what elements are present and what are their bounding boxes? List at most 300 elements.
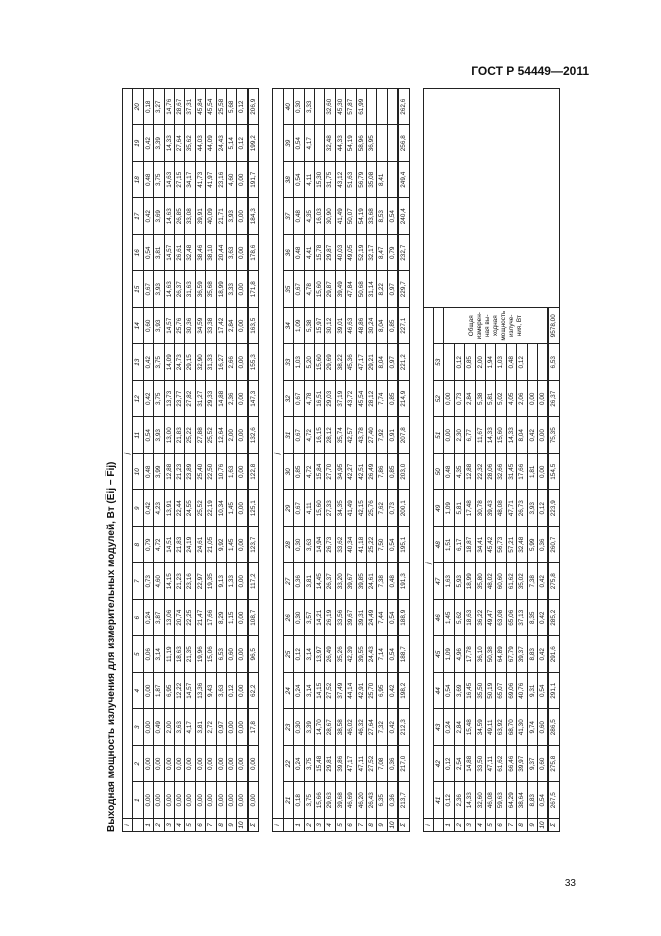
table-cell: 52,19 [356, 235, 366, 272]
table-cell: 0,06 [143, 636, 153, 673]
table-cell: 4,78 [304, 381, 314, 418]
table-cell: 0,54 [143, 235, 153, 272]
table-cell: 1,33 [227, 563, 237, 600]
table-cell: 27,15 [175, 162, 185, 199]
corner-cell [283, 819, 293, 832]
sum-cell: 206,9 [248, 89, 259, 126]
table-cell [387, 89, 398, 126]
table-cell: 13,97 [314, 636, 324, 673]
table-cell: 0,00 [237, 381, 248, 418]
table-cell: 14,09 [164, 344, 174, 381]
sum-cell: 203,0 [398, 454, 409, 491]
table-cell: 23,16 [185, 563, 195, 600]
table-cell: 2,06 [517, 381, 527, 418]
column-header: 10 [133, 454, 143, 491]
table-cell: 54,19 [356, 198, 366, 235]
table-cell: 19,96 [195, 636, 205, 673]
table-cell: 26,19 [325, 600, 335, 637]
row-index: 2 [304, 819, 314, 832]
table-cell: 0,97 [387, 271, 398, 308]
column-header: 39 [283, 125, 293, 162]
table-cell: 0,54 [294, 125, 304, 162]
table-cell: 25,70 [366, 673, 376, 710]
table-cell: 3,63 [175, 709, 185, 746]
table-cell: 22,50 [206, 454, 216, 491]
sum-cell: 188,7 [398, 636, 409, 673]
table-cell: 26,61 [175, 235, 185, 272]
table-cell: 1,94 [486, 344, 496, 381]
column-header: 3 [133, 709, 143, 746]
table-cell: 14,57 [164, 235, 174, 272]
table-cell: 35,80 [475, 563, 485, 600]
table-cell: 13,00 [164, 417, 174, 454]
table-cell: 16,45 [465, 673, 475, 710]
table-cell: 13,73 [164, 381, 174, 418]
table-cell: 3,93 [154, 308, 164, 345]
table-cell: 38,46 [195, 235, 205, 272]
table-cell: 0,00 [206, 746, 216, 783]
table-cell: 0,00 [143, 673, 153, 710]
column-header: 18 [133, 162, 143, 199]
table-cell: 35,68 [206, 271, 216, 308]
sum-cell: 285,2 [548, 600, 559, 637]
table-cell: 3,33 [227, 271, 237, 308]
table-row [366, 89, 376, 832]
table-cell: 8,47 [377, 235, 387, 272]
table-cell: 7,14 [377, 636, 387, 673]
table-cell: 37,19 [335, 381, 345, 418]
sum-label: Σ [398, 819, 409, 832]
table-cell: 30,12 [325, 308, 335, 345]
table-cell: 4,05 [506, 381, 516, 418]
table-cell: 14,88 [216, 381, 226, 418]
table-cell: 5,02 [496, 381, 506, 418]
column-header: 4 [133, 673, 143, 710]
table-cell: 3,69 [454, 673, 464, 710]
sum-cell: 75,35 [548, 417, 559, 454]
table-cell: 4,11 [304, 162, 314, 199]
table-cell: 0,30 [294, 709, 304, 746]
column-header: 26 [283, 600, 293, 637]
table-cell: 0,12 [444, 782, 454, 819]
table-cell: 0,97 [216, 709, 226, 746]
table-cell: 9,37 [527, 746, 537, 783]
table-cell: 3,87 [154, 600, 164, 637]
table-cell: 8,83 [527, 636, 537, 673]
table-cell: 20,74 [175, 600, 185, 637]
table-row [387, 89, 398, 832]
table-cell: 0,00 [154, 746, 164, 783]
table-cell: 22,32 [475, 454, 485, 491]
table-cell: 4,72 [304, 417, 314, 454]
table-cell: 34,17 [185, 162, 195, 199]
table-cell: 4,41 [304, 235, 314, 272]
table-cell: 0,00 [164, 782, 174, 819]
column-header: 16 [133, 235, 143, 272]
row-index: 10 [538, 819, 549, 832]
label-row [123, 89, 133, 832]
sum-cell: 217,0 [398, 746, 409, 783]
table-cell: 34,59 [475, 709, 485, 746]
table-row [325, 89, 335, 832]
table-cell: 15,48 [314, 746, 324, 783]
table-cell: 18,63 [175, 636, 185, 673]
table-cell: 45,30 [335, 89, 345, 126]
column-header: 28 [283, 527, 293, 564]
sum-cell: 200,1 [398, 490, 409, 527]
table-cell: 0,67 [294, 490, 304, 527]
table-cell: 0,00 [185, 746, 195, 783]
table-cell: 29,63 [325, 782, 335, 819]
table-cell: 7,92 [377, 417, 387, 454]
column-header: 48 [433, 527, 443, 564]
table-cell: 2,54 [454, 746, 464, 783]
table-cell: 1,03 [496, 344, 506, 381]
table-cell: 0,36 [294, 563, 304, 600]
table-cell: 16,03 [314, 198, 324, 235]
table-cell: 0,00 [527, 381, 537, 418]
table-cell: 47,11 [486, 746, 496, 783]
table-cell: 66,46 [506, 746, 516, 783]
table-cell: 58,96 [356, 125, 366, 162]
table-cell: 39,55 [356, 636, 366, 673]
sum-cell: 275,8 [548, 563, 559, 600]
table-cell: 14,45 [314, 563, 324, 600]
table-cell: 4,96 [454, 636, 464, 673]
table-cell: 14,33 [465, 782, 475, 819]
column-header: 33 [283, 344, 293, 381]
table-cell: 41,30 [517, 709, 527, 746]
table-cell: 0,48 [143, 454, 153, 491]
table-cell: 15,60 [314, 490, 324, 527]
table-cell: 0,67 [294, 417, 304, 454]
column-header-row [133, 89, 143, 832]
table-cell: 33,50 [475, 746, 485, 783]
table-cell [387, 162, 398, 199]
sum-row [398, 89, 409, 832]
table-cell: 35,50 [475, 673, 485, 710]
column-header: 23 [283, 709, 293, 746]
table-cell: 39,97 [517, 746, 527, 783]
table-cell: 17,78 [465, 636, 475, 673]
table-cell: 0,48 [143, 162, 153, 199]
table-cell: 14,63 [164, 271, 174, 308]
table-cell: 0,54 [143, 417, 153, 454]
table-cell: 0,00 [237, 454, 248, 491]
table-row [154, 89, 164, 832]
table-cell: 24,73 [175, 344, 185, 381]
table-cell: 29,69 [325, 344, 335, 381]
table-cell: 28,67 [175, 89, 185, 126]
table-cell: 29,87 [325, 271, 335, 308]
table-cell: 46,20 [356, 782, 366, 819]
table-cell: 6,95 [164, 673, 174, 710]
column-header: 5 [133, 636, 143, 673]
table-cell: 0,00 [237, 527, 248, 564]
table-cell: 32,48 [517, 527, 527, 564]
table-cell: 0,54 [387, 600, 398, 637]
table-cell: 3,99 [154, 454, 164, 491]
table-cell: 0,00 [237, 709, 248, 746]
table-cell: 54,19 [346, 125, 356, 162]
table-cell: 34,59 [195, 308, 205, 345]
sum-cell: 123,7 [248, 527, 259, 564]
table-cell: 0,54 [387, 636, 398, 673]
table-cell: 0,00 [154, 782, 164, 819]
table-cell: 0,18 [294, 782, 304, 819]
row-index: 8 [366, 819, 376, 832]
table-cell: 31,14 [366, 271, 376, 308]
row-index: 10 [387, 819, 398, 832]
table-cell: 0,42 [387, 709, 398, 746]
table-cell: 0,85 [465, 344, 475, 381]
table-cell: 42,15 [356, 490, 366, 527]
table-cell: 3,81 [195, 709, 205, 746]
table-cell: 6,53 [216, 636, 226, 673]
table-cell: 12,88 [164, 454, 174, 491]
table-cell: 13,06 [164, 600, 174, 637]
table-cell: 0,79 [143, 527, 153, 564]
table-cell: 0,48 [294, 235, 304, 272]
table-cell: 0,60 [227, 636, 237, 673]
column-header: 42 [433, 746, 443, 783]
table-cell: 32,60 [475, 782, 485, 819]
table-cell: 26,37 [325, 563, 335, 600]
table-cell: 14,33 [164, 125, 174, 162]
table-cell: 45,84 [195, 89, 205, 126]
table-cell: 12,64 [216, 417, 226, 454]
table-cell: 3,14 [304, 636, 314, 673]
table-cell [444, 344, 454, 381]
table-cell: 18,87 [465, 527, 475, 564]
table-cell: 3,81 [154, 235, 164, 272]
row-index: 2 [454, 819, 464, 832]
table-cell: 39,01 [335, 308, 345, 345]
table-cell: 36,10 [475, 636, 485, 673]
sum-cell: 188,9 [398, 600, 409, 637]
table-cell: 40,09 [206, 198, 216, 235]
table-cell: 0,30 [294, 600, 304, 637]
sum-cell: 132,6 [248, 417, 259, 454]
column-header: 24 [283, 673, 293, 710]
table-cell: 0,42 [143, 381, 153, 418]
table-cell: 0,49 [154, 709, 164, 746]
table-cell: 4,72 [304, 454, 314, 491]
table-cell: 26,37 [175, 271, 185, 308]
table-cell: 1,45 [227, 490, 237, 527]
row-index: 3 [465, 819, 475, 832]
table-row [227, 89, 237, 832]
sum-cell: 125,1 [248, 490, 259, 527]
page-number: 33 [564, 878, 576, 889]
table-cell: 32,48 [185, 235, 195, 272]
table-cell: 16,51 [314, 381, 324, 418]
sum-cell: 26,37 [548, 381, 559, 418]
table-cell: 26,85 [175, 198, 185, 235]
table-cell: 37,31 [185, 89, 195, 126]
sum-cell: 62,2 [248, 673, 259, 710]
table-cell: 14,70 [314, 709, 324, 746]
table-cell: 35,26 [335, 636, 345, 673]
table-cell: 21,05 [206, 527, 216, 564]
sum-cell: 275,8 [548, 746, 559, 783]
table-cell: 21,23 [175, 563, 185, 600]
table-cell: 5,81 [486, 381, 496, 418]
table-cell: 30,78 [475, 490, 485, 527]
table-cell: 15,48 [465, 709, 475, 746]
table-cell: 6,77 [465, 417, 475, 454]
table-cell: 41,49 [346, 490, 356, 527]
row-index: 6 [346, 819, 356, 832]
table-cell: 0,00 [237, 271, 248, 308]
table-cell: 4,78 [304, 271, 314, 308]
table-cell: 16,27 [216, 344, 226, 381]
table-cell: 8,53 [377, 198, 387, 235]
table-cell: 0,00 [237, 344, 248, 381]
table-cell: 46,32 [356, 709, 366, 746]
sum-cell: 286,5 [548, 709, 559, 746]
table-cell: 18,99 [465, 563, 475, 600]
table-cell: 0,12 [294, 636, 304, 673]
column-header: 37 [283, 198, 293, 235]
table-cell: 45,36 [346, 344, 356, 381]
blank-cell [423, 89, 559, 308]
table-cell: 3,39 [304, 709, 314, 746]
separator-cell [409, 89, 423, 832]
table-cell: 2,66 [227, 344, 237, 381]
table-row [195, 89, 205, 832]
table-cell: 27,52 [366, 746, 376, 783]
table-cell: 6,35 [377, 782, 387, 819]
sum-cell: 199,2 [248, 125, 259, 162]
table-cell: 23,77 [175, 381, 185, 418]
table-cell: 25,76 [366, 490, 376, 527]
sum-cell: 221,2 [398, 344, 409, 381]
table-cell: 49,05 [346, 235, 356, 272]
column-header: 1 [133, 782, 143, 819]
table-cell: 7,50 [377, 527, 387, 564]
table-cell: 14,15 [164, 563, 174, 600]
table-cell: 10,76 [216, 454, 226, 491]
table-cell: 2,36 [227, 381, 237, 418]
table-cell: 0,42 [143, 344, 153, 381]
sum-cell: 147,3 [248, 381, 259, 418]
table-cell: 24,61 [366, 563, 376, 600]
sum-cell: 223,9 [548, 490, 559, 527]
sum-cell: 0,00 [248, 782, 259, 819]
sum-label: Σ [548, 819, 559, 832]
table-cell: 60,60 [496, 563, 506, 600]
table-cell: 47,84 [346, 271, 356, 308]
table-cell: 3,75 [154, 381, 164, 418]
sum-cell: 0,00 [248, 746, 259, 783]
table-cell: 4,72 [154, 527, 164, 564]
table-cell: 18,63 [465, 600, 475, 637]
table-cell: 0,30 [294, 527, 304, 564]
table-cell: 61,99 [356, 89, 366, 126]
table-cell: 0,24 [294, 673, 304, 710]
table-cell: 22,25 [185, 600, 195, 637]
table-cell: 0,67 [294, 271, 304, 308]
column-header: 17 [133, 198, 143, 235]
table-cell: 9,74 [527, 709, 537, 746]
table-cell: 0,54 [538, 782, 549, 819]
table-cell: 2,84 [454, 709, 464, 746]
table-cell [314, 89, 324, 126]
table-cell: 6,17 [454, 527, 464, 564]
table-cell: 44,33 [335, 125, 345, 162]
table-row [206, 89, 216, 832]
table-cell: 41,49 [335, 198, 345, 235]
table-cell: 7,74 [377, 381, 387, 418]
table-cell: 0,73 [454, 381, 464, 418]
table-cell: 39,37 [517, 636, 527, 673]
table-cell: 40,34 [346, 527, 356, 564]
column-header: 43 [433, 709, 443, 746]
table-cell: 1,45 [444, 600, 454, 637]
table-cell: 0,12 [538, 490, 549, 527]
table-cell: 0,00 [143, 782, 153, 819]
table-row [294, 89, 304, 832]
table-cell: 36,95 [366, 125, 376, 162]
table-cell: 2,00 [475, 344, 485, 381]
table-cell: 3,75 [304, 782, 314, 819]
column-header: 34 [283, 308, 293, 345]
column-header: 9 [133, 490, 143, 527]
table-cell: 0,12 [454, 344, 464, 381]
table-cell: 21,35 [185, 636, 195, 673]
table-cell: 0,00 [237, 782, 248, 819]
table-cell [538, 344, 549, 381]
table-cell: 30,36 [185, 308, 195, 345]
table-row [143, 89, 153, 832]
table-cell: 0,42 [538, 636, 549, 673]
table-cell: 0,42 [387, 673, 398, 710]
column-header: 41 [433, 782, 443, 819]
table-cell: 0,00 [237, 600, 248, 637]
row-index: 6 [496, 819, 506, 832]
corner-cell [133, 819, 143, 832]
table-cell: 0,12 [227, 673, 237, 710]
column-header: 31 [283, 417, 293, 454]
sum-cell: 6,53 [548, 344, 559, 381]
table-cell: 0,30 [294, 89, 304, 126]
sum-cell: 96,5 [248, 636, 259, 673]
table-cell: 7,62 [377, 490, 387, 527]
table-cell: 13,36 [195, 673, 205, 710]
table-cell: 0,00 [164, 746, 174, 783]
sum-cell: 291,6 [548, 636, 559, 673]
table-cell: 5,14 [227, 125, 237, 162]
table-cell: 7,38 [527, 563, 537, 600]
table-cell: 43,78 [356, 417, 366, 454]
table-cell: 50,68 [356, 271, 366, 308]
table-cell: 4,35 [454, 454, 464, 491]
table-cell: 7,38 [377, 563, 387, 600]
table-cell: 3,57 [304, 600, 314, 637]
table-cell: 3,39 [154, 125, 164, 162]
table-cell: 8,35 [527, 600, 537, 637]
sum-cell: 154,5 [548, 454, 559, 491]
column-header: 32 [283, 381, 293, 418]
table-cell: 1,15 [227, 600, 237, 637]
table-cell: 7,08 [377, 746, 387, 783]
table-cell: 3,75 [154, 344, 164, 381]
table-row [216, 89, 226, 832]
sum-cell: 163,5 [248, 308, 259, 345]
table-cell: 5,38 [475, 381, 485, 418]
table-cell: 21,83 [175, 527, 185, 564]
